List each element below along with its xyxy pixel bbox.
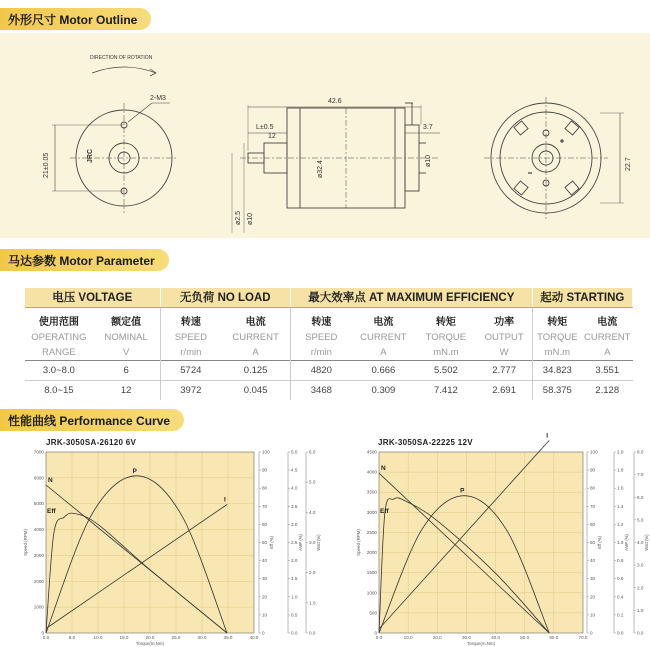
en-header: OUTPUT [477, 330, 533, 345]
plot-area [379, 452, 583, 633]
table-cell: 0.309 [352, 380, 416, 400]
group-voltage: 电压 VOLTAGE [25, 288, 160, 307]
axis-tick-label: 0.0 [291, 630, 298, 636]
axis-tick-label: 0.0 [309, 630, 316, 636]
axis-tick-label: 1.0 [637, 607, 644, 613]
x-tick-label: 60.0 [549, 635, 559, 640]
table-cell: 0.045 [221, 380, 290, 400]
boss-length-dimension: 12 [268, 133, 276, 140]
axis-tick-label: 1.8 [617, 467, 624, 473]
axis-tick-label: 4.0 [291, 485, 298, 491]
axis-tick-label: 90 [590, 467, 596, 473]
axis-title: Watt (%) [644, 534, 649, 551]
unit-header: A [380, 346, 387, 358]
table-group-header-row [25, 288, 633, 307]
axis-tick-label: 10 [262, 612, 268, 618]
axis-tick-label: 1.0 [617, 540, 624, 545]
y-tick-label: 6000 [33, 475, 44, 481]
table-en-header-row [25, 330, 633, 345]
axis-tick-label: 40 [590, 558, 596, 564]
en-header: TORQUE [425, 331, 467, 343]
axis-tick-label: 20 [262, 594, 268, 600]
cn-header: 额定值 [93, 307, 160, 330]
outline-drawing-panel [0, 33, 650, 238]
x-tick-label: 35.0 [223, 635, 233, 640]
axis-tick-label: 2.0 [617, 449, 624, 455]
group-max-efficiency: 最大效率点 AT MAXIMUM EFFICIENCY [291, 288, 533, 307]
cn-header: 功率 [477, 307, 533, 330]
x-tick-label: 40.0 [249, 635, 259, 640]
axis-tick-label: 80 [262, 485, 268, 491]
en-header: SPEED [305, 331, 338, 343]
y-tick-label: 1000 [33, 604, 44, 610]
axis-tick-label: 70 [262, 503, 268, 509]
axis-tick-label: 60 [590, 521, 596, 527]
d21-dimension: 21±0.05 [43, 152, 50, 178]
shaft-length-dimension: L±0.5 [256, 124, 274, 131]
parameter-section-header [0, 249, 169, 271]
unit-header: r/min [180, 346, 202, 358]
axis-tick-label: 0.4 [617, 594, 624, 600]
en-header: TORQUE [537, 331, 578, 343]
table-cell: 3.551 [582, 360, 633, 380]
right-chart-title: JRK-3050SA-22225 12V [378, 438, 473, 447]
rear-boss-dimension: ø10 [425, 154, 432, 167]
axis-tick-label: 3.0 [309, 540, 316, 545]
axis-tick-label: 2.0 [291, 558, 298, 564]
axis-tick-label: 4.0 [309, 509, 316, 515]
current-curve-label: I [546, 432, 549, 440]
motor-outline-drawing [0, 33, 650, 238]
axis-tick-label: 7.0 [637, 472, 644, 478]
y-tick-label: 4500 [366, 449, 377, 455]
y-tick-label: 1500 [366, 570, 377, 576]
cn-header: 电流 [373, 316, 394, 328]
table-cell: 34.823 [532, 360, 582, 380]
axis-tick-label: 50 [262, 540, 268, 545]
boss-dia-dimension: ø10 [247, 212, 254, 225]
x-axis-title: Torque(m.Nm) [135, 641, 165, 646]
x-tick-label: 25.0 [171, 635, 181, 640]
y-axis-title: Speed (RPM) [23, 529, 28, 556]
x-tick-label: 10.0 [93, 635, 103, 640]
axis-tick-label: 0.0 [637, 630, 644, 636]
terminal-spacing-dimension: 22.7 [625, 157, 632, 171]
left-chart-title: JRK-3050SA-26120 6V [46, 438, 137, 447]
x-tick-label: 0.0 [42, 635, 50, 640]
unit-header: A [604, 346, 611, 358]
table-cell: 5.502 [415, 360, 476, 380]
efficiency-curve-label: Eff [380, 507, 389, 515]
table-cell: 3.0~8.0 [25, 360, 93, 380]
axis-tick-label: 1.5 [291, 576, 298, 582]
axis-tick-label: 2.5 [291, 540, 298, 545]
en-header: CURRENT [360, 331, 407, 343]
y-tick-label: 2500 [366, 529, 377, 535]
axis-tick-label: 100 [262, 449, 270, 455]
y-tick-label: 1000 [366, 590, 377, 596]
shaft-dia-dimension: ø2.5 [235, 210, 242, 225]
axis-title: AMP (%) [624, 534, 629, 551]
axis-tick-label: 5.0 [309, 479, 316, 485]
x-tick-label: 0.0 [375, 635, 383, 640]
unit-header: A [221, 345, 290, 361]
axis-tick-label: 0.6 [617, 576, 624, 582]
en-header: SPEED [174, 331, 207, 343]
x-tick-label: 5.0 [68, 635, 76, 640]
parameter-section-title: 马达参数 Motor Parameter [8, 253, 155, 268]
table-cell: 2.777 [477, 360, 533, 380]
axis-tick-label: 100 [590, 449, 598, 455]
y-tick-label: 4000 [33, 527, 44, 533]
axis-tick-label: 2.0 [637, 585, 644, 591]
x-tick-label: 20.0 [145, 635, 155, 640]
speed-curve-label: N [48, 476, 53, 484]
cn-header: 电流 [597, 316, 618, 328]
axis-tick-label: 40 [262, 558, 268, 564]
x-tick-label: 30.0 [197, 635, 207, 640]
table-cell: 6 [93, 360, 160, 380]
axis-title: AMP (%) [298, 534, 303, 551]
axis-tick-label: 1.4 [617, 503, 624, 509]
curve-section-title: 性能曲线 Performance Curve [8, 413, 171, 428]
m3-dimension: 2-M3 [150, 95, 166, 102]
table-cell: 7.412 [415, 380, 476, 400]
table-unit-header-row [25, 345, 633, 361]
table-cell: 2.691 [477, 380, 533, 400]
axis-tick-label: 8.0 [637, 449, 644, 455]
x-tick-label: 40.0 [491, 635, 501, 640]
axis-tick-label: 4.0 [637, 540, 644, 545]
axis-tick-label: 60 [262, 521, 268, 527]
unit-header: r/min [310, 346, 332, 358]
y-tick-label: 0 [374, 630, 377, 636]
axis-tick-label: 1.6 [617, 485, 624, 491]
cn-header: 转矩 [547, 316, 568, 328]
cn-header: 使用范围 [38, 316, 79, 328]
axis-tick-label: 30 [262, 576, 268, 582]
axis-tick-label: 0 [590, 630, 593, 636]
axis-tick-label: 6.0 [309, 449, 316, 455]
table-row [25, 360, 633, 380]
x-tick-label: 10.0 [403, 635, 413, 640]
en-header: OPERATING [31, 331, 87, 343]
table-cell: 58.375 [532, 380, 582, 400]
axis-tick-label: 90 [262, 467, 268, 473]
x-axis-title: Torque(m.Nm) [466, 641, 496, 646]
unit-header: mN.m [544, 346, 570, 358]
table-cell: 0.125 [221, 360, 290, 380]
unit-header: mN.m [433, 346, 459, 358]
body-dia-dimension: ø32.4 [317, 160, 324, 178]
brand-mark: JRC [87, 148, 94, 163]
table-cell: 3972 [160, 380, 221, 400]
terminal-dimension: 3.7 [423, 124, 433, 131]
table-cn-header-row [25, 307, 633, 330]
table-cell: 3468 [291, 380, 352, 400]
en-header: CURRENT [221, 330, 290, 345]
axis-tick-label: 50 [590, 540, 596, 545]
x-tick-label: 50.0 [520, 635, 530, 640]
table-cell: 8.0~15 [25, 380, 93, 400]
y-tick-label: 2000 [366, 550, 377, 556]
axis-tick-label: 6.0 [637, 494, 644, 500]
axis-tick-label: 3.0 [637, 562, 644, 568]
table-row [25, 380, 633, 400]
rotation-direction-label: DIRECTION OF ROTATION [90, 55, 153, 61]
y-tick-label: 4000 [366, 469, 377, 475]
table-cell: 0.666 [352, 360, 416, 380]
outline-section-header [0, 8, 151, 30]
efficiency-curve-label: Eff [47, 507, 56, 515]
axis-tick-label: 3.5 [291, 503, 298, 509]
table-cell: 4820 [291, 360, 352, 380]
axis-tick-label: 0.2 [617, 612, 624, 618]
y-tick-label: 2000 [33, 578, 44, 584]
axis-title: Eff (%) [597, 536, 602, 549]
axis-tick-label: 1.0 [291, 594, 298, 600]
y-tick-label: 3500 [366, 489, 377, 495]
x-tick-label: 30.0 [461, 635, 471, 640]
axis-tick-label: 3.0 [291, 521, 298, 527]
axis-tick-label: 4.5 [291, 467, 298, 473]
axis-tick-label: 1.0 [309, 600, 316, 606]
x-tick-label: 20.0 [432, 635, 442, 640]
group-no-load: 无负荷 NO LOAD [160, 288, 290, 307]
table-cell: 2.128 [582, 380, 633, 400]
axis-tick-label: 70 [590, 503, 596, 509]
y-tick-label: 7000 [33, 449, 44, 455]
outline-section-title: 外形尺寸 Motor Outline [8, 12, 138, 27]
y-tick-label: 500 [369, 610, 377, 616]
x-tick-label: 70.0 [578, 635, 588, 640]
axis-title: Watt (%) [316, 534, 321, 551]
axis-tick-label: 30 [590, 576, 596, 582]
length-dimension: 42.6 [328, 98, 342, 105]
y-tick-label: 0 [41, 630, 44, 636]
axis-tick-label: 80 [590, 485, 596, 491]
axis-tick-label: 20 [590, 594, 596, 600]
axis-tick-label: 5.0 [637, 517, 644, 523]
axis-tick-label: 0.0 [617, 630, 624, 636]
cn-header: 转速 [311, 316, 332, 328]
axis-title: Eff (%) [269, 536, 274, 549]
y-tick-label: 3000 [33, 552, 44, 558]
group-starting: 起动 STARTING [532, 288, 632, 307]
unit-header: W [477, 345, 533, 361]
axis-tick-label: 0.8 [617, 558, 624, 564]
en-header: CURRENT [584, 331, 631, 343]
axis-tick-label: 0 [262, 630, 265, 636]
y-tick-label: 3000 [366, 509, 377, 515]
curve-section-header [0, 409, 184, 431]
cn-header: 电流 [221, 307, 290, 330]
en-header: NOMINAL [93, 330, 160, 345]
speed-curve-label: N [381, 465, 386, 473]
performance-chart-6v [0, 450, 320, 647]
unit-header: V [93, 345, 160, 361]
axis-tick-label: 10 [590, 612, 596, 618]
motor-parameter-table [25, 288, 633, 400]
axis-tick-label: 2.0 [309, 570, 316, 576]
axis-tick-label: 5.0 [291, 449, 298, 455]
table-cell: 5724 [160, 360, 221, 380]
power-curve-label: P [132, 467, 137, 475]
cn-header: 转速 [180, 316, 201, 328]
unit-header: RANGE [41, 346, 76, 358]
axis-tick-label: 1.2 [617, 521, 624, 527]
cn-header: 转矩 [435, 316, 456, 328]
y-tick-label: 5000 [33, 501, 44, 507]
current-curve-label: I [223, 496, 226, 504]
x-tick-label: 15.0 [119, 635, 129, 640]
power-curve-label: P [460, 487, 465, 495]
table-cell: 12 [93, 380, 160, 400]
axis-tick-label: 0.5 [291, 612, 298, 618]
y-axis-title: Speed (RPM) [356, 529, 361, 556]
